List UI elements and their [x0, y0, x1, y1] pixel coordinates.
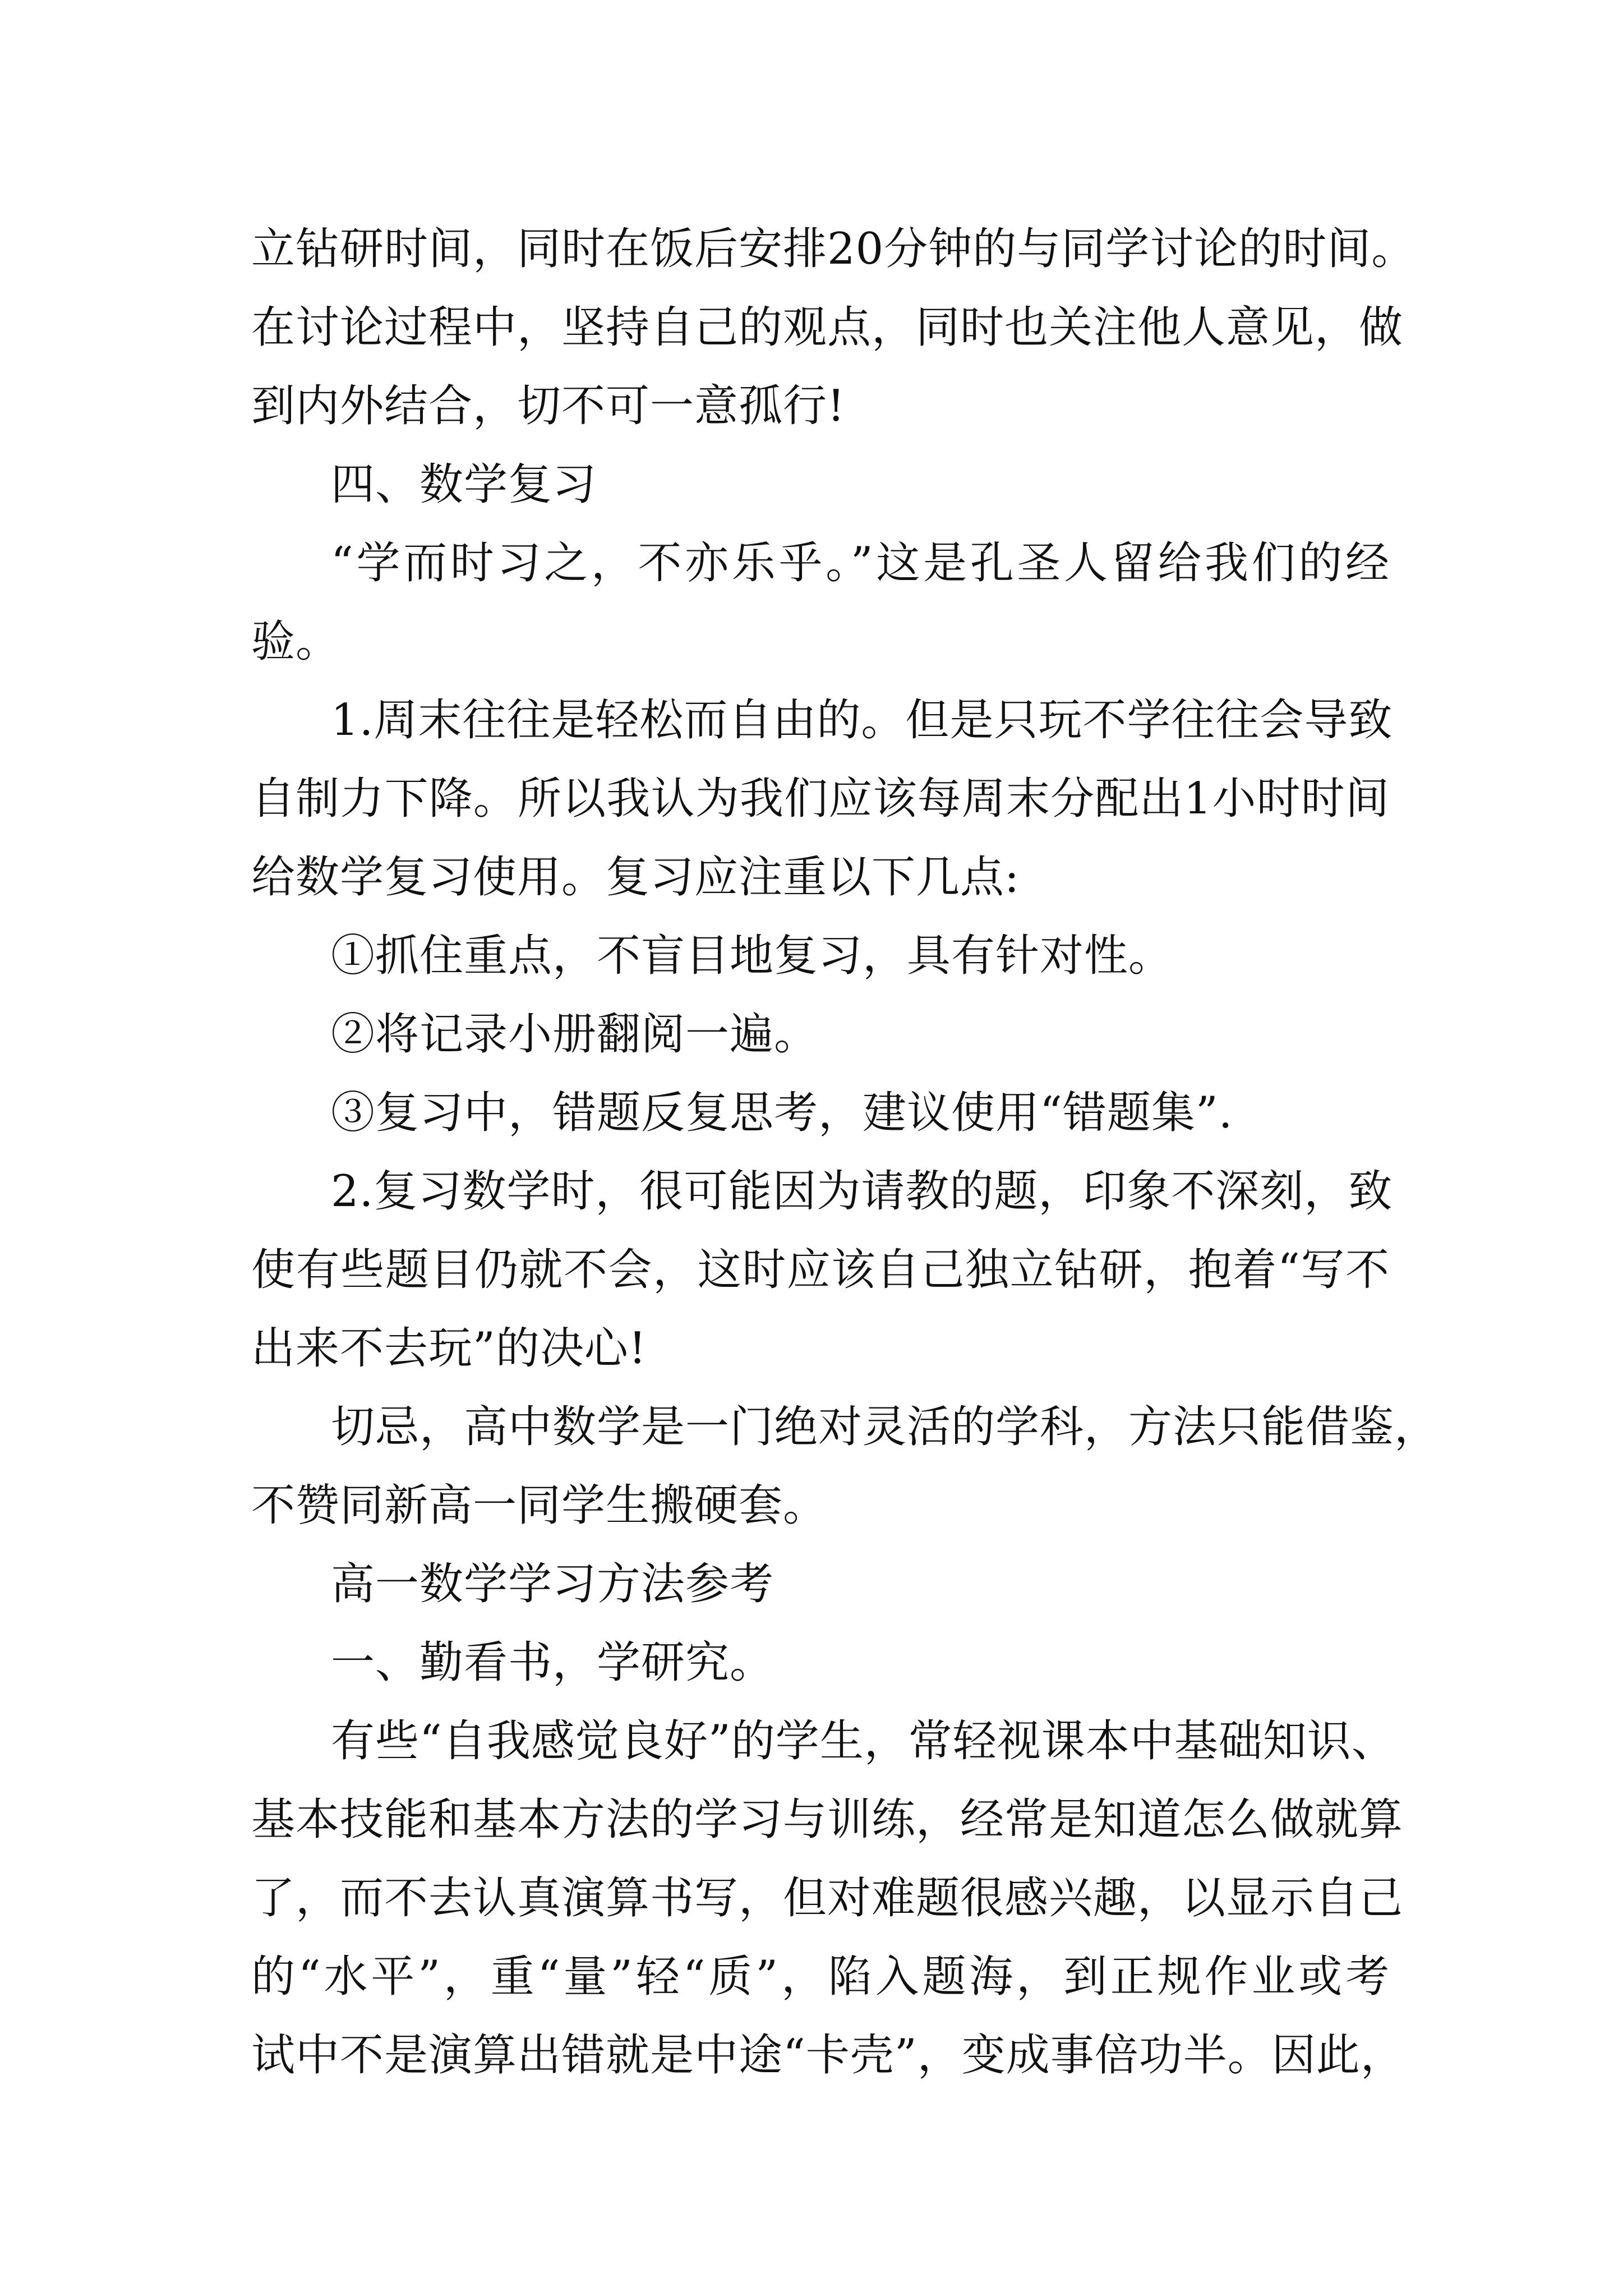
- paragraph-line: 不赞同新高一同学生搬硬套。: [251, 1480, 828, 1531]
- paragraph-line: 1.周末往往是轻松而自由的。但是只玩不学往往会导致: [331, 695, 1393, 746]
- paragraph-line: 验。: [251, 616, 340, 667]
- paragraph-line: “学而时习之，不亦乐乎。”这是孔圣人留给我们的经: [331, 538, 1390, 588]
- paragraph-line: 自制力下降。所以我认为我们应该每周末分配出1小时时间: [251, 774, 1390, 824]
- paragraph-line: 使有些题目仍就不会，这时应该自己独立钻研，抱着“写不: [251, 1245, 1390, 1295]
- paragraph-line: 切忌，高中数学是一门绝对灵活的学科，方法只能借鉴，: [331, 1402, 1439, 1452]
- paragraph-line: 立钻研时间，同时在饭后安排20分钟的与同学讨论的时间。: [251, 224, 1416, 274]
- paragraph-line: 试中不是演算出错就是中途“卡壳”，变成事倍功半。因此，: [251, 2030, 1405, 2081]
- section-heading: 四、数学复习: [331, 459, 597, 510]
- paragraph-line: 给数学复习使用。复习应注重以下几点:: [251, 852, 1020, 903]
- list-item: ③复习中，错题反复思考，建议使用“错题集”.: [331, 1088, 1233, 1138]
- paragraph-line: 出来不去玩”的决心!: [251, 1323, 647, 1374]
- list-item: ①抓住重点，不盲目地复习，具有针对性。: [331, 931, 1173, 981]
- paragraph-line: 基本技能和基本方法的学习与训练，经常是知道怎么做就算: [251, 1795, 1404, 1845]
- paragraph-line: 的“水平”，重“量”轻“质”，陷入题海，到正规作业或考: [251, 1952, 1390, 2002]
- paragraph-line: 2.复习数学时，很可能因为请教的题，印象不深刻，致: [331, 1166, 1393, 1217]
- paragraph-line: 到内外结合，切不可一意孤行!: [251, 381, 846, 431]
- paragraph-line: 了，而不去认真演算书写，但对难题很感兴趣，以显示自己: [251, 1873, 1404, 1924]
- paragraph-line: 在讨论过程中，坚持自己的观点，同时也关注他人意见，做: [251, 302, 1404, 353]
- section-heading: 一、勤看书，学研究。: [331, 1637, 774, 1688]
- list-item: ②将记录小册翻阅一遍。: [331, 1009, 819, 1060]
- section-heading: 高一数学学习方法参考: [331, 1559, 774, 1609]
- paragraph-line: 有些“自我感觉良好”的学生，常轻视课本中基础知识、: [331, 1716, 1396, 1766]
